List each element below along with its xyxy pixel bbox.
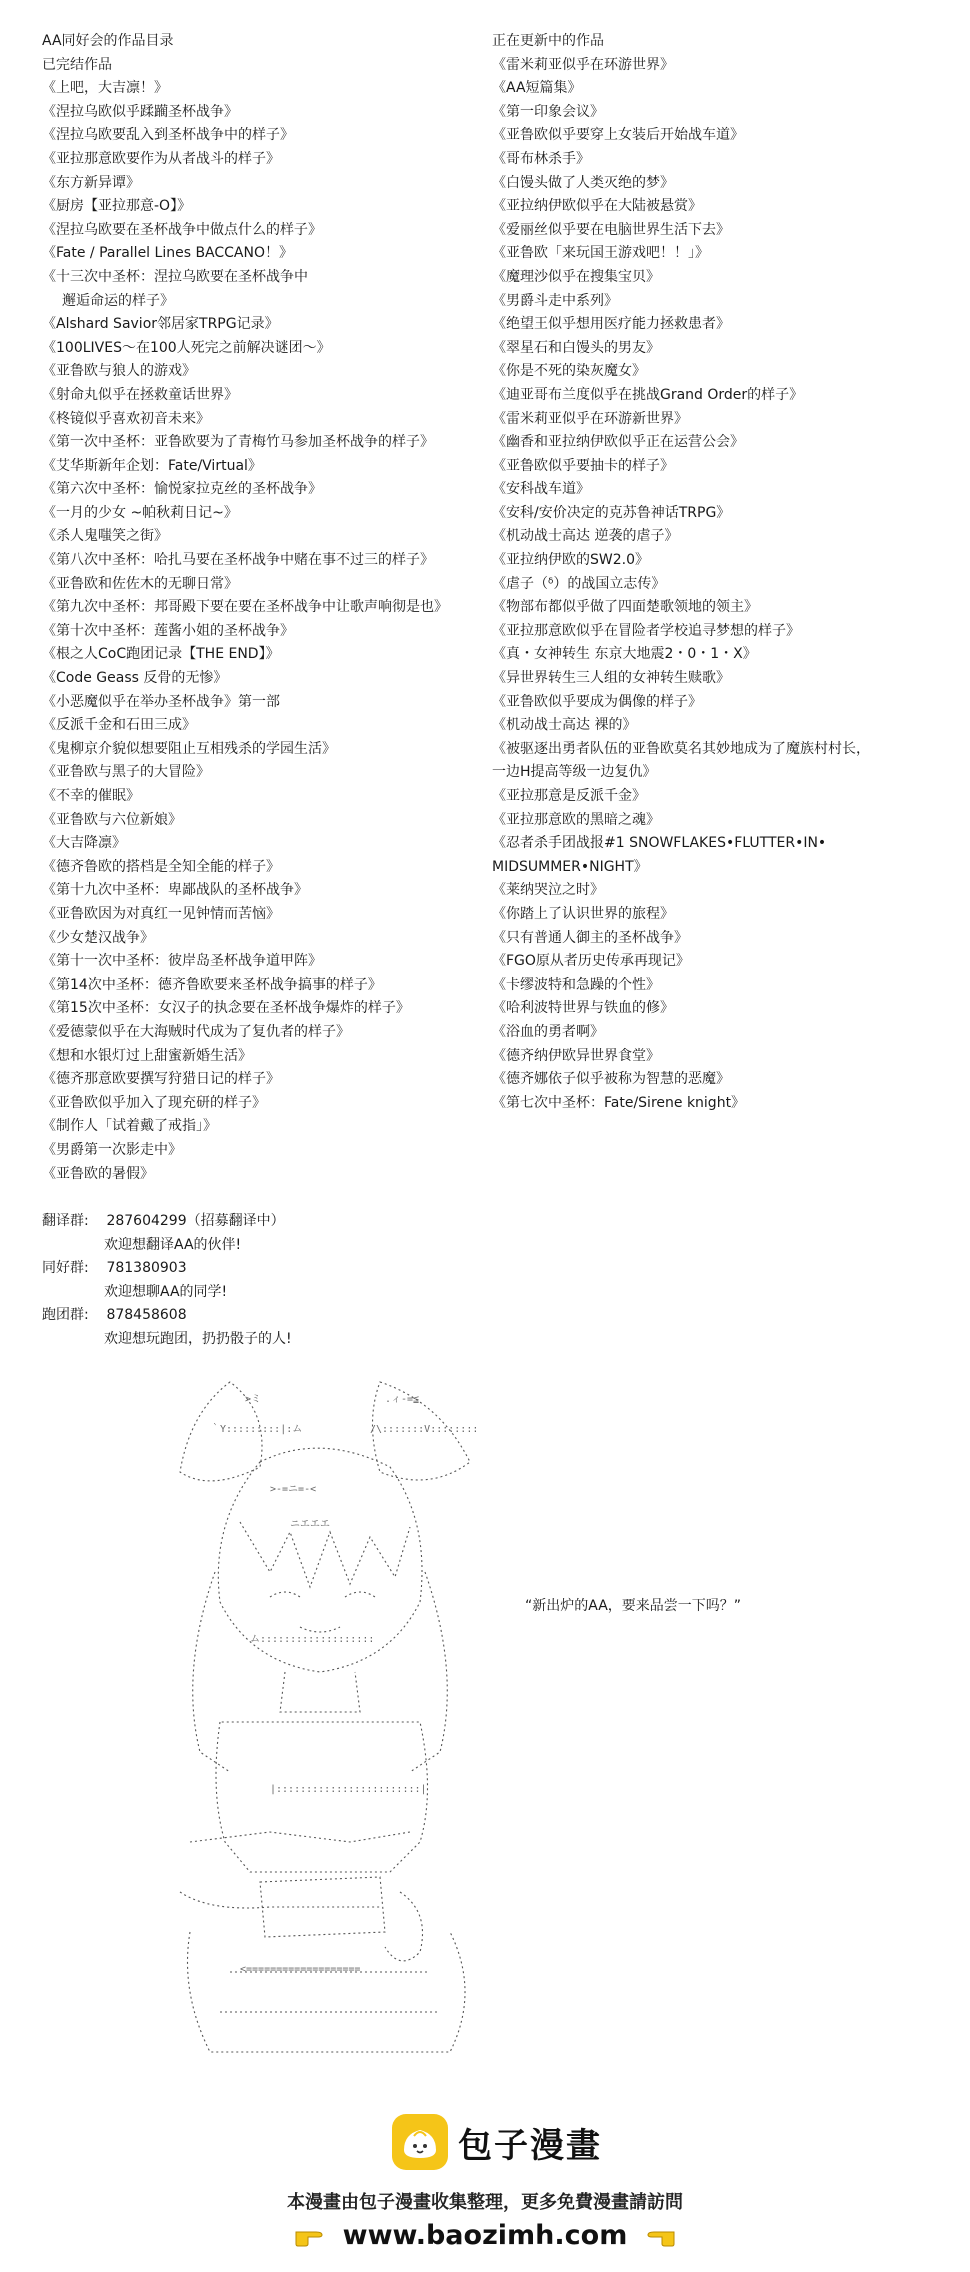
ongoing-works-list [492,54,962,1116]
list-item: 《虐子（ᵟ）的战国立志传》 [492,575,666,592]
list-item: 《上吧，大吉凛！》 [42,80,168,97]
list-item: 《德齐那意欧要撰写狩猎日记的样子》 [42,1071,280,1088]
list-item: 《你踏上了认识世界的旅程》 [492,905,674,922]
list-item: 《德齐鲁欧的搭档是全知全能的样子》 [42,858,280,875]
list-item: 《第九次中圣杯：邦哥殿下要在要在圣杯战争中让歌声响彻是也》 [42,599,448,616]
list-item: 《男爵斗走中系列》 [492,292,618,309]
list-item: 《德齐纳伊欧异世界食堂》 [492,1047,660,1064]
list-item: 《根之人CoC跑团记录【THE END】》 [42,646,280,663]
svg-text:/\:::::::V::::::::: /\:::::::V:::::::: [370,1424,479,1435]
list-item: 《Code Geass 反骨的无惨》 [42,670,228,687]
list-item: 《一月的少女 ~帕秋莉日记~》 [42,504,238,521]
list-item: 《机动战士高达 逆袭的虐子》 [492,528,679,545]
list-item: 《翠星石和白馒头的男友》 [492,339,660,356]
list-item: 《亚鲁欧和佐佐木的无聊日常》 [42,575,238,592]
list-item: 《雷米莉亚似乎在环游新世界》 [492,410,688,427]
list-item: 《第15次中圣杯：女汉子的执念要在圣杯战争爆炸的样子》 [42,1000,410,1017]
translation-group-row [42,1210,442,1234]
list-item: 《AA短篇集》 [492,80,582,97]
list-item: 《第一次中圣杯：亚鲁欧要为了青梅竹马参加圣杯战争的样子》 [42,434,434,451]
ascii-art-character [150,1372,510,2072]
list-item: 《安科/安价决定的克苏鲁神话TRPG》 [492,504,731,521]
list-item: 《第十一次中圣杯：彼岸岛圣杯战争道甲阵》 [42,953,322,970]
list-item: 《鬼柳京介貌似想要阻止互相残杀的学园生活》 [42,740,336,757]
list-item: 《第十次中圣杯：莲酱小姐的圣杯战争》 [42,622,294,639]
list-item: 《德齐娜依子似乎被称为智慧的恶魔》 [492,1071,730,1088]
list-item: 《亚鲁欧似乎加入了现充研的样子》 [42,1094,266,1111]
list-item: 《涅拉乌欧似乎蹂躏圣杯战争》 [42,103,238,120]
collection-notice: 本漫畫由包子漫畫收集整理，更多免費漫畫請訪問 [287,2192,683,2213]
list-item: 《亚拉那意欧似乎在冒险者学校追寻梦想的样子》 [492,622,800,639]
list-item: 《不幸的催眠》 [42,788,140,804]
list-item: 《迪亚哥布兰度似乎在挑战Grand Order的样子》 [492,386,804,403]
speech-quote: “新出炉的AA，要来品尝一下吗？” [525,1598,742,1614]
list-item: 《只有普通人御主的圣杯战争》 [492,929,688,946]
list-item: 《涅拉乌欧要乱入到圣杯战争中的样子》 [42,127,294,144]
list-item: 《想和水银灯过上甜蜜新婚生活》 [42,1047,252,1064]
ongoing-works-heading: 正在更新中的作品 [492,33,604,49]
site-url-link[interactable]: www.baozimh.com [342,2220,628,2251]
list-item: 《亚拉那意欧的黑暗之魂》 [492,811,660,828]
list-item: 《小恶魔似乎在举办圣杯战争》第一部 [42,693,280,710]
list-item: 《浴血的勇者啊》 [492,1023,604,1040]
list-item: 《第十九次中圣杯：卑鄙战队的圣杯战争》 [42,882,308,899]
list-item: 《忍者杀手团战报#1 SNOWFLAKES•FLUTTER•IN• [492,835,827,852]
list-item: 《少女楚汉战争》 [42,929,154,946]
completed-works-list [42,77,492,1186]
pointing-right-hand-icon [294,2224,328,2248]
list-item: 《异世界转生三人组的女神转生赎歌》 [492,670,730,687]
list-item: 《杀人鬼嗤笑之街》 [42,528,168,545]
fan-group-row [42,1257,442,1281]
svg-text:ニエエエ: ニエエエ [290,1519,330,1530]
list-item: 《你是不死的染灰魔女》 [492,363,646,380]
list-item: 《亚鲁欧与狼人的游戏》 [42,363,196,380]
list-item: 《亚拉纳伊欧似乎在大陆被悬赏》 [492,198,702,215]
list-item: 《亚鲁欧与黑子的大冒险》 [42,764,210,781]
list-item-continuation: 一边H提高等级一边复仇》 [492,764,657,781]
list-item: 《白馒头做了人类灭绝的梦》 [492,174,674,191]
trpg-group-note: 欢迎想玩跑团，扔扔骰子的人! [104,1330,292,1347]
list-item: 《厨房【亚拉那意-O】》 [42,198,192,215]
group-contacts [42,1210,442,1352]
list-item: 《幽香和亚拉纳伊欧似乎正在运营公会》 [492,434,744,451]
svg-text:<===================: <=================== [240,1964,361,1975]
list-item: 《射命丸似乎在拯救童话世界》 [42,386,238,403]
trpg-group-label: 跑团群: [42,1307,89,1324]
pointing-left-hand-icon [642,2224,676,2248]
list-item: 《爱丽丝似乎要在电脑世界生活下去》 [492,221,730,238]
list-item: 《魔理沙似乎在搜集宝贝》 [492,268,660,285]
list-item: 《Fate / Parallel Lines BACCANO！》 [42,245,294,262]
list-item: 《第一印象会议》 [492,103,604,120]
list-item: 《艾华斯新年企划：Fate/Virtual》 [42,457,262,474]
list-item: 《东方新异谭》 [42,174,140,191]
list-item: 《第六次中圣杯：愉悦家拉克丝的圣杯战争》 [42,481,322,498]
translation-group-number: 287604299（招募翻译中） [106,1213,285,1229]
list-item: 《绝望王似乎想用医疗能力拯救患者》 [492,316,730,333]
fan-group-number: 781380903 [106,1260,187,1277]
list-item: 《涅拉乌欧要在圣杯战争中做点什么的样子》 [42,221,322,238]
fan-group-label: 同好群: [42,1260,89,1277]
list-item: 《亚鲁欧似乎要抽卡的样子》 [492,457,674,474]
list-item: 《安科战车道》 [492,481,590,498]
translation-group-label: 翻译群: [42,1213,89,1229]
list-item: 《亚鲁欧与六位新娘》 [42,811,182,828]
list-item: 《哥布林杀手》 [492,150,590,167]
translation-group-note: 欢迎想翻译AA的伙伴! [104,1236,242,1253]
site-url-row [0,2220,970,2251]
list-item: 《哈利波特世界与铁血的修》 [492,1000,674,1017]
list-item: 《亚鲁欧似乎要穿上女装后开始战车道》 [492,127,744,144]
list-item: 《亚鲁欧因为对真红一见钟情而苦恼》 [42,905,280,922]
watermark-footer [0,2108,970,2272]
catalog-heading: AA同好会的作品目录 [42,33,174,49]
steamed-bun-icon [390,2112,450,2172]
svg-text:>ミ: >ミ [245,1394,262,1405]
list-item: 《反派千金和石田三成》 [42,717,196,734]
list-item: 《亚鲁欧的暑假》 [42,1165,154,1182]
list-item: 《制作人「试着戴了戒指」》 [42,1118,217,1135]
list-item: 《亚拉那意是反派千金》 [492,788,646,804]
completed-works-column [42,30,492,1186]
trpg-group-row [42,1304,442,1328]
list-item: 《柊镜似乎喜欢初音未来》 [42,410,210,427]
list-item-continuation: MIDSUMMER•NIGHT》 [492,858,648,875]
list-item: 《亚鲁欧似乎要成为偶像的样子》 [492,693,702,710]
list-item: 《FGO原从者历史传承再现记》 [492,953,690,970]
svg-text:|::::::::::::::::::::::::|: |::::::::::::::::::::::::| [270,1784,427,1795]
list-item: 《真・女神转生 东京大地震2・0・1・X》 [492,646,757,663]
completed-works-heading: 已完结作品 [42,56,112,73]
list-item: 《卡缪波特和急躁的个性》 [492,976,660,993]
svg-text:ム:::::::::::::::::::: ム::::::::::::::::::: [250,1634,375,1645]
list-item: 《雷米莉亚似乎在环游世界》 [492,56,674,73]
list-item: 《亚拉那意欧要作为从者战斗的样子》 [42,150,280,167]
list-item: 《第八次中圣杯：哈扎马要在圣杯战争中赌在事不过三的样子》 [42,552,434,569]
brand-name: 包子漫畫 [458,2126,602,2166]
list-item-continuation: 邂逅命运的样子》 [62,292,174,309]
trpg-group-number: 878458608 [106,1307,187,1324]
list-item: 《机动战士高达 裸的》 [492,717,637,734]
list-item: 《男爵第一次影走中》 [42,1141,182,1158]
svg-text:>‐=ニ=‐<: >‐=ニ=‐< [270,1484,317,1495]
svg-text:.ィ‐=≦: .ィ‐=≦ [385,1394,420,1405]
list-item: 《莱纳哭泣之时》 [492,882,604,899]
list-item: 《十三次中圣杯：涅拉乌欧要在圣杯战争中 [42,268,308,285]
list-item: 《100LIVES～在100人死完之前解决谜团～》 [42,339,331,356]
list-item: 《Alshard Savior邻居家TRPG记录》 [42,316,279,333]
list-item: 《被驱逐出勇者队伍的亚鲁欧莫名其妙地成为了魔族村村长， [492,740,870,757]
fan-group-note: 欢迎想聊AA的同学! [104,1283,228,1300]
svg-text:｀Y:::::::::|:ム: ｀Y:::::::::|:ム [210,1424,303,1435]
ongoing-works-column [492,30,962,1115]
list-item: 《爱德蒙似乎在大海贼时代成为了复仇者的样子》 [42,1023,350,1040]
list-item: 《物部布都似乎做了四面楚歌领地的领主》 [492,599,758,616]
list-item: 《第七次中圣杯：Fate/Sirene knight》 [492,1094,746,1111]
list-item: 《亚鲁欧「来玩国王游戏吧！！」》 [492,245,709,262]
list-item: 《大吉降凛》 [42,835,126,852]
list-item: 《第14次中圣杯：德齐鲁欧要来圣杯战争搞事的样子》 [42,976,382,993]
list-item: 《亚拉纳伊欧的SW2.0》 [492,552,649,569]
